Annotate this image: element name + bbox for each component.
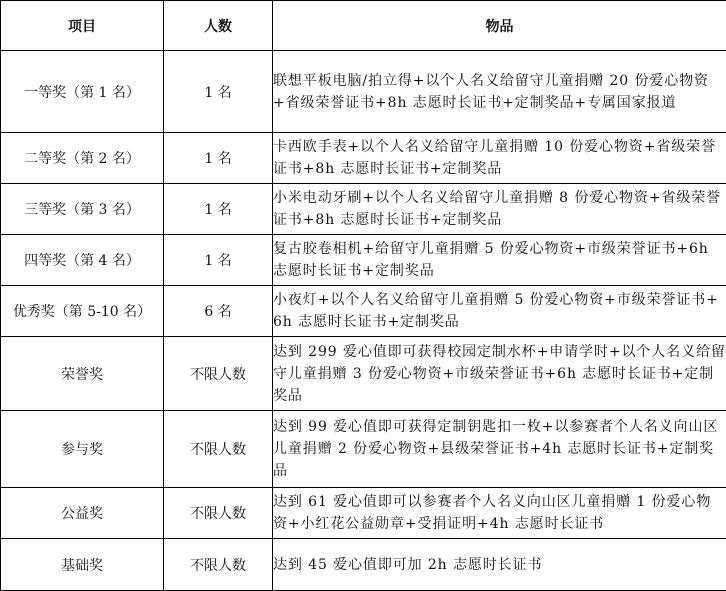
table-row (1, 411, 726, 488)
header-award: 项目 (1, 1, 164, 51)
award-items: 达到 299 爱心值即可获得校园定制水杯+申请学时+以个人名义给留守儿童捐赠 3 份爱心物资+市级荣誉证书+6h 志愿时长证书+定制奖品 (273, 337, 726, 411)
award-name: 基础奖 (1, 539, 164, 591)
award-count: 6 名 (164, 286, 273, 337)
award-count: 1 名 (164, 51, 273, 133)
header-count: 人数 (164, 1, 273, 51)
table-row (1, 51, 726, 133)
table-row (1, 184, 726, 235)
award-items: 达到 45 爱心值即可加 2h 志愿时长证书 (273, 539, 726, 591)
award-name: 荣誉奖 (1, 337, 164, 411)
award-name: 优秀奖（第 5-10 名） (1, 286, 164, 337)
table-row (1, 133, 726, 184)
award-count: 1 名 (164, 133, 273, 184)
award-name: 三等奖（第 3 名） (1, 184, 164, 235)
award-name: 一等奖（第 1 名） (1, 51, 164, 133)
award-count: 不限人数 (164, 337, 273, 411)
award-count: 不限人数 (164, 411, 273, 488)
award-items: 卡西欧手表+以个人名义给留守儿童捐赠 10 份爱心物资+省级荣誉证书+8h 志愿时长证书+定制奖品 (273, 133, 726, 184)
award-items: 复古胶卷相机+给留守儿童捐赠 5 份爱心物资+市级荣誉证书+6h 志愿时长证书+定制奖品 (273, 235, 726, 286)
award-items: 联想平板电脑/拍立得+以个人名义给留守儿童捐赠 20 份爱心物资+省级荣誉证书+8h 志愿时长证书+定制奖品+专属国家报道 (273, 51, 726, 133)
header-items: 物品 (273, 1, 726, 51)
header-row (1, 1, 726, 51)
award-count: 不限人数 (164, 488, 273, 539)
award-items: 小夜灯+以个人名义给留守儿童捐赠 5 份爱心物资+市级荣誉证书+6h 志愿时长证书+定制奖品 (273, 286, 726, 337)
table-row (1, 286, 726, 337)
table-row (1, 539, 726, 591)
table-row (1, 235, 726, 286)
award-count: 不限人数 (164, 539, 273, 591)
award-count: 1 名 (164, 235, 273, 286)
award-items: 达到 99 爱心值即可获得定制钥匙扣一枚+以参赛者个人名义向山区儿童捐赠 2 份爱心物资+县级荣誉证书+4h 志愿时长证书+定制奖品 (273, 411, 726, 488)
award-items: 达到 61 爱心值即可以参赛者个人名义向山区儿童捐赠 1 份爱心物资+小红花公益勋章+受捐证明+4h 志愿时长证书 (273, 488, 726, 539)
award-name: 公益奖 (1, 488, 164, 539)
table-row (1, 337, 726, 411)
award-name: 四等奖（第 4 名） (1, 235, 164, 286)
table-row (1, 488, 726, 539)
award-items: 小米电动牙刷+以个人名义给留守儿童捐赠 8 份爱心物资+省级荣誉证书+8h 志愿时长证书+定制奖品 (273, 184, 726, 235)
award-count: 1 名 (164, 184, 273, 235)
award-name: 二等奖（第 2 名） (1, 133, 164, 184)
award-name: 参与奖 (1, 411, 164, 488)
